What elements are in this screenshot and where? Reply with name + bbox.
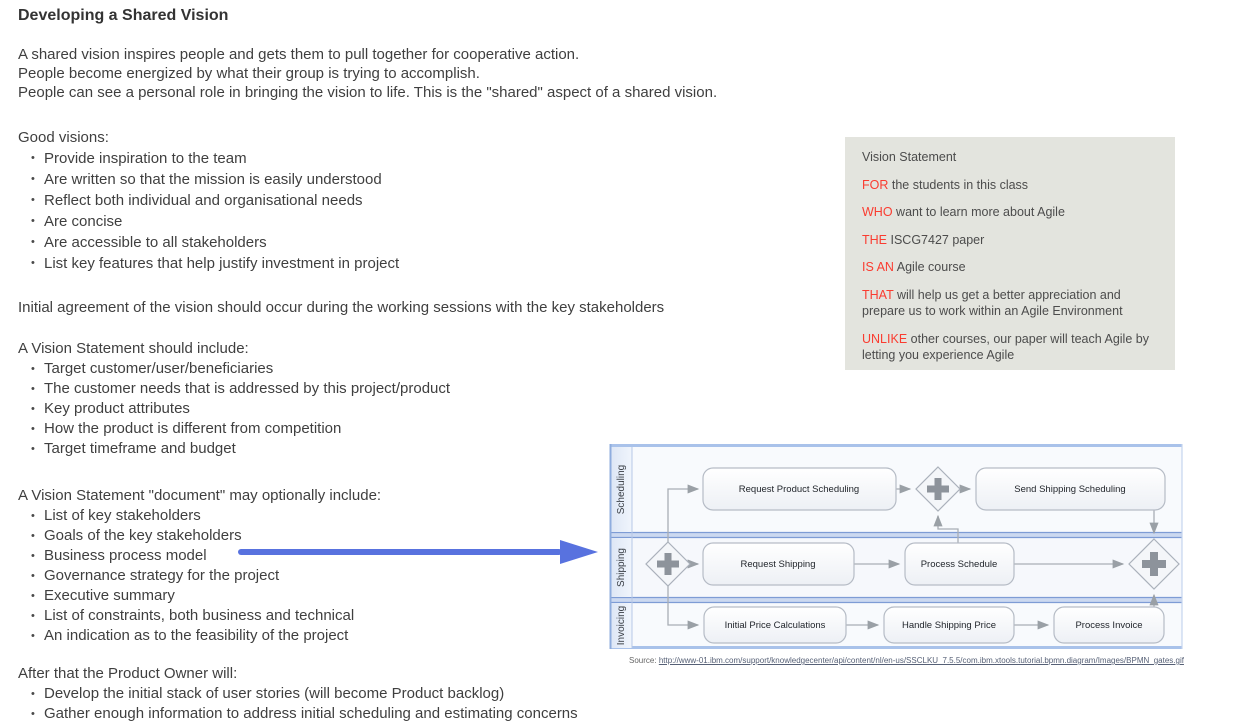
intro-line: People become energized by what their group is trying to accomplish. (18, 65, 480, 82)
lane-label-shipping: Shipping (616, 548, 627, 587)
business-process-arrow (238, 540, 598, 564)
initial-agreement-line: Initial agreement of the vision should occur during the working sessions with the key stakeholders (18, 299, 665, 316)
vision-entry: THAT will help us get a better appreciation and prepare us to work within an Agile Environment (862, 287, 1123, 318)
source-link[interactable]: http://www-01.ibm.com/support/knowledgecenter/api/content/nl/en-us/SSCLKU_7.5.5/com.ibm.xtools.tutorial.bpmn.diagram/Images/BPMN_gates.gif (658, 656, 1184, 665)
svg-text:Process Invoice: Process Invoice (1075, 620, 1143, 631)
list-item: • List of key stakeholders (31, 506, 858, 526)
after-that-section (18, 664, 858, 724)
list-item: • Target timeframe and budget (31, 439, 858, 459)
vision-keyword: FOR (862, 177, 889, 192)
list-item: • Provide inspiration to the team (31, 148, 858, 169)
lane-label-invoicing: Invoicing (616, 605, 627, 646)
list-item: • Governance strategy for the project (31, 566, 858, 586)
vision-entry: WHO want to learn more about Agile (862, 205, 1065, 219)
svg-text:Handle Shipping Price: Handle Shipping Price (901, 620, 997, 631)
arrow-head-icon (560, 540, 598, 564)
list-item: • Target customer/user/beneficiaries (31, 359, 858, 379)
intro-paragraph (18, 45, 858, 102)
list-item: • Goals of the key stakeholders (31, 526, 858, 546)
svg-text:Initial Price Calculations: Initial Price Calculations (724, 620, 826, 631)
vision-keyword: THAT (862, 287, 894, 302)
list-item: • Executive summary (31, 586, 858, 606)
list-item: • List key features that help justify investment in project (31, 253, 858, 274)
svg-text:Send Shipping Scheduling: Send Shipping Scheduling (1014, 484, 1126, 495)
vision-keyword: WHO (862, 205, 893, 219)
arrow-shaft (238, 549, 562, 555)
good-visions-section (18, 128, 858, 274)
svg-text:Request Shipping: Request Shipping (740, 559, 816, 570)
section-header: A Vision Statement should include: (18, 340, 249, 357)
section-header: After that the Product Owner will: (18, 665, 238, 682)
vision-keyword: UNLIKE (862, 331, 908, 346)
list-item: • How the product is different from competition (31, 419, 858, 439)
bpmn-diagram (608, 437, 1184, 656)
vision-keyword: IS AN (862, 260, 894, 274)
intro-line: People can see a personal role in bringing the vision to life. This is the "shared" aspect of a shared vision. (18, 84, 718, 101)
source-label: Source: (629, 656, 657, 665)
lane-label-scheduling: Scheduling (616, 464, 627, 515)
pool-bottom-border (610, 646, 1182, 649)
svg-text:Request Product Scheduling: Request Product Scheduling (738, 484, 860, 495)
intro-line: A shared vision inspires people and gets them to pull together for cooperative action. (18, 46, 580, 63)
vision-keyword: THE (862, 232, 887, 247)
list-item: • List of constraints, both business and technical (31, 606, 858, 626)
list-item: • Gather enough information to address initial scheduling and estimating concerns (31, 704, 858, 724)
page-title: Developing a Shared Vision (18, 7, 229, 24)
diagram-source-caption (629, 656, 1184, 665)
vision-entry: UNLIKE other courses, our paper will teach Agile by letting you experience Agile (862, 331, 1149, 362)
after-that-list (31, 684, 858, 724)
vision-entry: IS AN Agile course (862, 260, 966, 274)
vision-entry: THE ISCG7427 paper (862, 232, 985, 247)
list-item-business-process-model: • Business process model (31, 546, 858, 566)
list-item: • Are written so that the mission is easily understood (31, 169, 858, 190)
list-item: • Reflect both individual and organisational needs (31, 190, 858, 211)
lane-separator (610, 532, 1182, 538)
section-header: A Vision Statement "document" may optionally include: (18, 487, 382, 504)
vision-statement-box (845, 137, 1175, 370)
list-item: • Key product attributes (31, 399, 858, 419)
lane-separator (610, 597, 1182, 603)
list-item: • The customer needs that is addressed by this project/product (31, 379, 858, 399)
vision-entry: FOR the students in this class (862, 177, 1029, 192)
pool-top-border (610, 444, 1182, 447)
section-header: Good visions: (18, 129, 109, 146)
list-item: • An indication as to the feasibility of the project (31, 626, 858, 646)
list-item: • Develop the initial stack of user stories (will become Product backlog) (31, 684, 858, 704)
vision-box-title: Vision Statement (862, 150, 957, 164)
lane-shipping (610, 538, 1182, 597)
list-item: • Are accessible to all stakeholders (31, 232, 858, 253)
good-visions-list (31, 148, 858, 274)
svg-text:Process Schedule: Process Schedule (920, 559, 998, 570)
list-item: • Are concise (31, 211, 858, 232)
